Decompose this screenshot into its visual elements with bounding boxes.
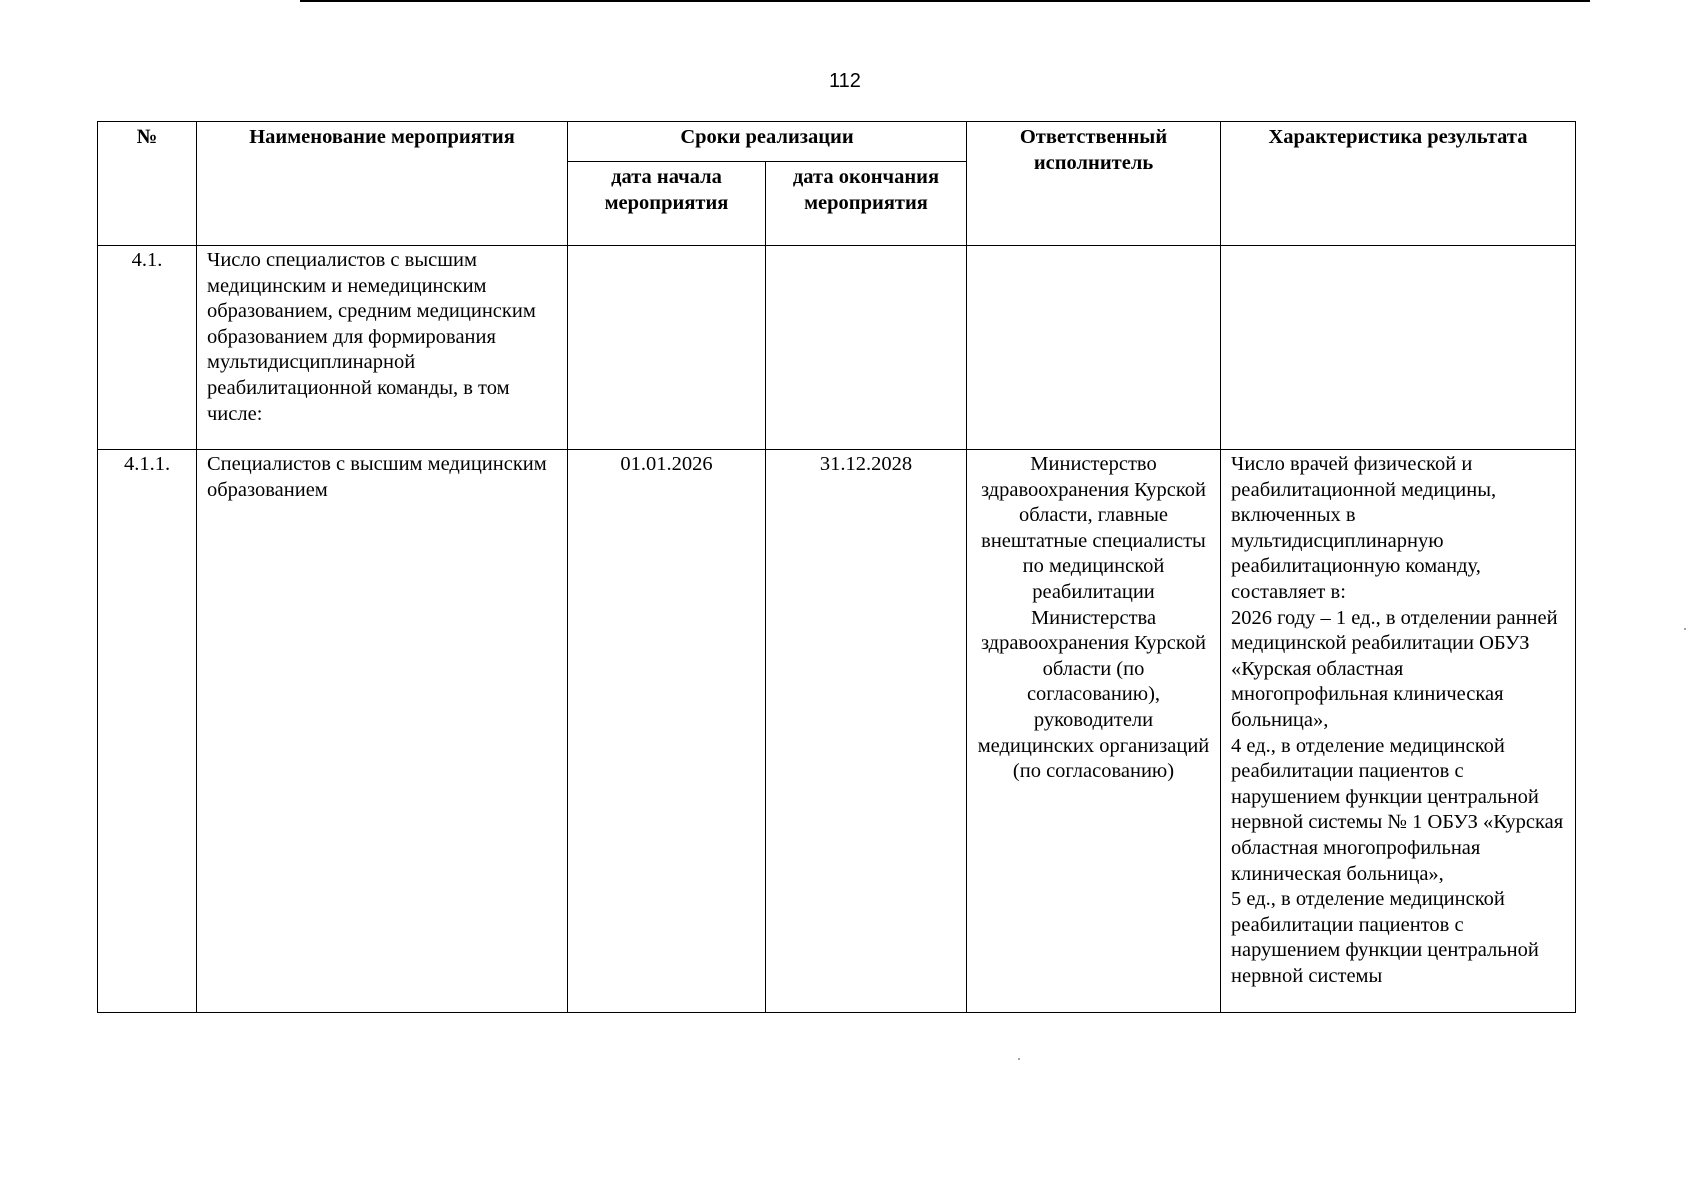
- start-date: 01.01.2026: [568, 450, 766, 1013]
- scan-speck: [1684, 628, 1686, 630]
- scan-speck: [1018, 1058, 1020, 1060]
- result-description: [1221, 246, 1576, 450]
- end-date: 31.12.2028: [766, 450, 967, 1013]
- table-row: [98, 246, 1576, 450]
- header-start-date: дата начала мероприятия: [568, 162, 766, 246]
- responsible-executor: Министерство здравоохранения Курской области, главные внештатные специалисты по медицинской реабилитации Министерства здравоохранения Курской области (по согласованию), руководители медицинских организаций (по согласованию): [967, 450, 1221, 1013]
- top-border-line: [300, 0, 1590, 2]
- header-end-date: дата окончания мероприятия: [766, 162, 967, 246]
- start-date: [568, 246, 766, 450]
- header-row-main: [98, 122, 1576, 162]
- table-row: [98, 450, 1576, 1013]
- header-responsible: Ответственный исполнитель: [967, 122, 1221, 246]
- measures-table: [97, 121, 1576, 1013]
- header-num: №: [98, 122, 197, 246]
- row-number: 4.1.: [98, 246, 197, 450]
- header-name: Наименование мероприятия: [197, 122, 568, 246]
- result-description: Число врачей физической и реабилитационной медицины, включенных в мультидисциплинарную реабилитационную команду, составляет в: 2026 году – 1 ед., в отделении ранней медицинской реабилитации ОБУЗ «Курская областная многопрофильная клиническая больница», 4 ед., в отделение медицинской реабилитации пациентов с нарушением функции центральной нервной системы № 1 ОБУЗ «Курская областная многопрофильная клиническая больница», 5 ед., в отделение медицинской реабилитации пациентов с нарушением функции центральной нервной системы: [1221, 450, 1576, 1013]
- page-number: 112: [829, 70, 861, 92]
- header-result: Характеристика результата: [1221, 122, 1576, 246]
- row-number: 4.1.1.: [98, 450, 197, 1013]
- end-date: [766, 246, 967, 450]
- header-terms: Сроки реализации: [568, 122, 967, 162]
- measure-name: Специалистов с высшим медицинским образованием: [197, 450, 568, 1013]
- measure-name: Число специалистов с высшим медицинским и немедицинским образованием, средним медицинским образованием для формирования мультидисциплинарной реабилитационной команды, в том числе:: [197, 246, 568, 450]
- responsible-executor: [967, 246, 1221, 450]
